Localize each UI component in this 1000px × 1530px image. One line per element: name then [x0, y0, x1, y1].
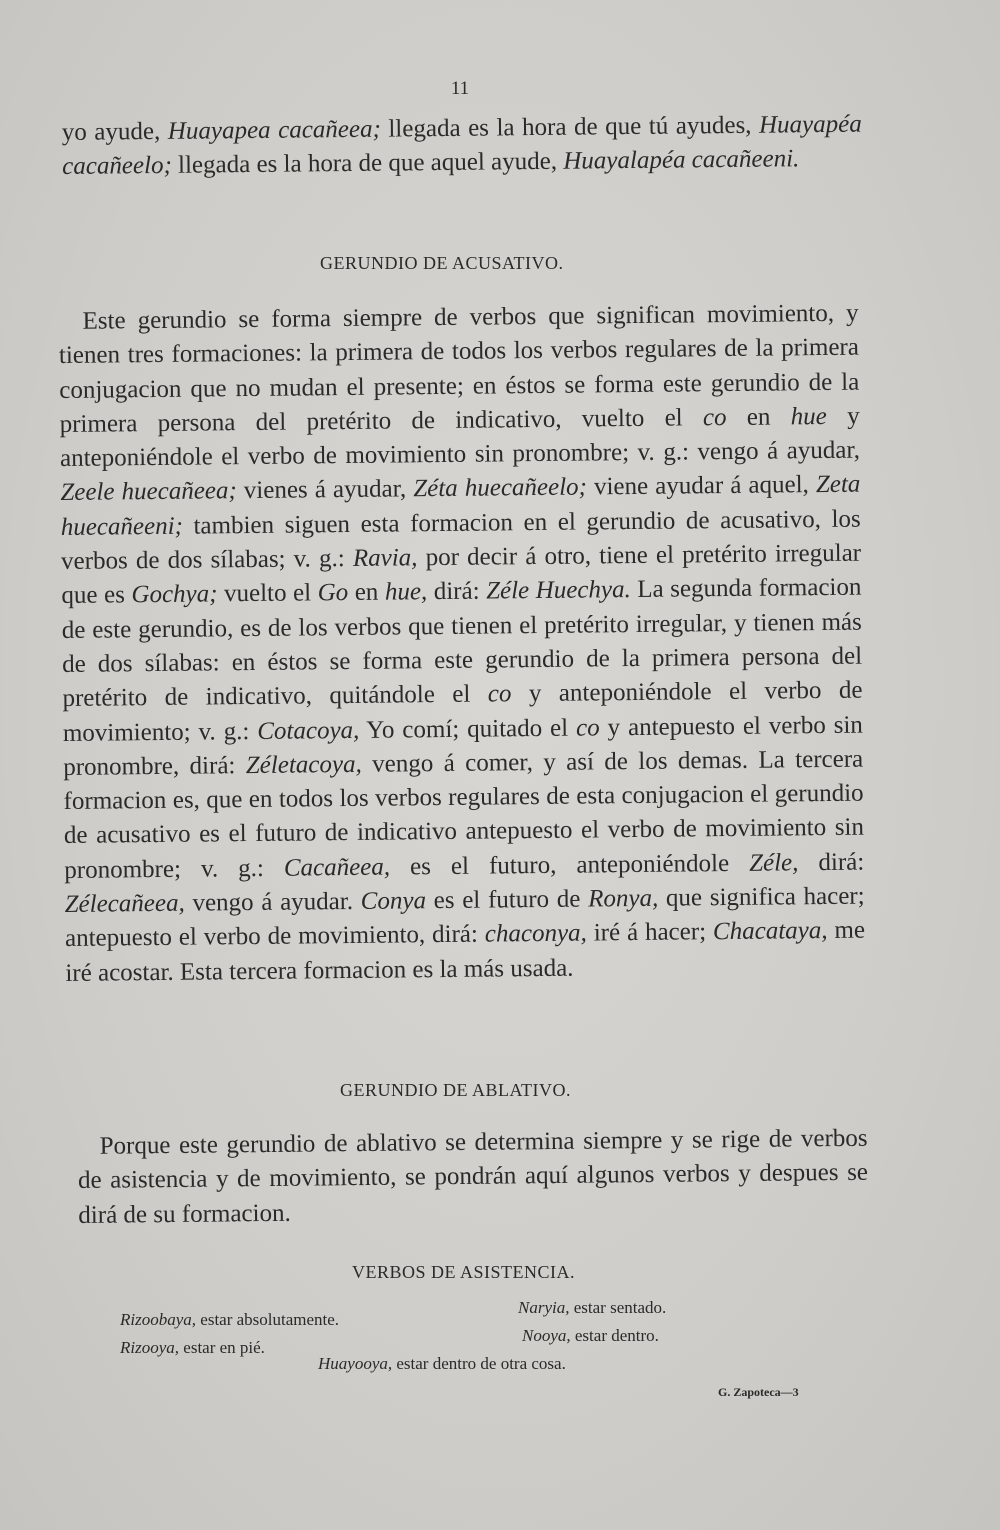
- text-run: Yo comí; quitado el: [359, 714, 577, 744]
- zapotec-term: Zélecañeea,: [64, 889, 185, 919]
- zapotec-term: hue,: [384, 578, 428, 606]
- text-run: vuelto el: [217, 579, 318, 608]
- zapotec-term: Ronya,: [587, 884, 659, 913]
- vocab-gloss: estar en pié.: [179, 1338, 265, 1357]
- vocab-entry: [318, 1354, 566, 1374]
- text-run: en: [726, 403, 791, 431]
- zapotec-term: co: [487, 680, 512, 708]
- zapotec-term: Cacañeea,: [283, 853, 391, 882]
- vocab-gloss: estar dentro de otra cosa.: [392, 1354, 566, 1373]
- zapotec-term: Gochya;: [131, 580, 218, 609]
- text-run: vengo á comer, y así de los demas. La tercera formacion es, que en todos los verbos regulares de esta conjugacion el gerundio de acusativo es el futuro de indicativo antepuesto el verbo de movimiento sin pronombre; v. g.:: [63, 745, 865, 884]
- text-run: por decir á otro, tiene el pretérito irregular que es: [61, 539, 862, 610]
- text-run: dirá:: [427, 577, 487, 606]
- paragraph-continuation: [62, 108, 863, 185]
- zapotec-term: Cotacoya,: [257, 716, 360, 745]
- text-run: Este gerundio se forma siempre de verbos que significan movimiento, y tienen tres formaciones: la primera de todos los verbos regulares de la primera conjugacion que no mudan el presente; en éstos se forma este gerundio de la primera persona del pretérito de indicativo, vuelto el: [58, 299, 860, 438]
- section-heading-ablativo: GERUNDIO DE ABLATIVO.: [340, 1080, 571, 1100]
- vocab-gloss: estar sentado.: [569, 1298, 667, 1317]
- vocab-term: Nooya,: [522, 1326, 571, 1345]
- text-run: yo ayude,: [61, 117, 168, 147]
- vocab-term: Rizoobaya,: [120, 1310, 197, 1329]
- text-run: vengo á ayudar.: [184, 887, 361, 917]
- text-run: y antepuesto el verbo sin pronombre, dirá:: [63, 711, 863, 781]
- text-run: llegada es la hora de que aquel ayude,: [171, 148, 564, 180]
- signature-mark: G. Zapoteca—3: [718, 1385, 799, 1399]
- paragraph-ablativo: Porque este gerundio de ablativo se determina siempre y se rige de verbos de asistencia y de movimiento, se pondrán aquí algunos verbos y despues se dirá de su formacion.: [77, 1124, 869, 1229]
- zapotec-term: Huayapéa cacañeelo;: [62, 110, 862, 181]
- zapotec-term: Zéle Huechya.: [485, 576, 631, 605]
- zapotec-term: co: [575, 713, 600, 742]
- text-run: tambien siguen esta formacion en el gerundio de acusativo, los verbos de dos sílabas; v. g.:: [60, 505, 861, 576]
- text-run: y anteponiéndole el verbo de movimiento; v. g.:: [62, 676, 863, 747]
- text-run: vienes á ayudar,: [236, 475, 414, 505]
- section-heading-asistencia: VERBOS DE ASISTENCIA.: [352, 1262, 576, 1282]
- paragraph-acusativo: [58, 297, 865, 991]
- vocab-gloss: estar absolutamente.: [196, 1310, 340, 1329]
- text-run: La segunda formacion de este gerundio, es de los verbos que tienen el pretérito irregular, y tienen más de dos sílabas: en éstos se forma este gerundio de la primera persona del pretérito de indicativo, quitándole el: [61, 574, 863, 713]
- text-run: en: [348, 578, 386, 607]
- text-run: que significa hacer; antepuesto el verbo de movimiento, dirá:: [64, 882, 865, 953]
- vocab-entry: [120, 1338, 265, 1358]
- text-run: es el futuro, anteponiéndole: [389, 849, 750, 881]
- text-run: llegada es la hora de que tú ayudes,: [380, 111, 760, 143]
- vocab-entry: [120, 1310, 339, 1330]
- text-run: y anteponiéndole el verbo de movimiento sin pronombre; v. g.: vengo á ayudar,: [59, 402, 861, 473]
- zapotec-term: Zeta huecañeeni;: [60, 471, 861, 541]
- text-run: dirá:: [798, 848, 865, 877]
- text-run: me iré acostar. Esta tercera formacion es la más usada.: [65, 916, 866, 987]
- zapotec-term: Ravia,: [352, 544, 418, 573]
- zapotec-term: Huayalapéa cacañeeni.: [563, 145, 800, 176]
- vocab-entry: [522, 1326, 659, 1346]
- text-run: viene ayudar á aquel,: [586, 471, 817, 501]
- page-number: 11: [450, 78, 470, 99]
- zapotec-term: Huayapea cacañeea;: [167, 115, 381, 145]
- text-run: iré á hacer;: [586, 918, 714, 947]
- text-run: es el futuro de: [425, 885, 589, 915]
- vocab-gloss: estar dentro.: [570, 1326, 659, 1345]
- section-heading-acusativo: GERUNDIO DE ACUSATIVO.: [320, 253, 564, 273]
- zapotec-term: Zéle,: [748, 849, 799, 877]
- zapotec-term: Zéta huecañeelo;: [413, 473, 588, 503]
- zapotec-term: Go: [317, 579, 349, 607]
- zapotec-term: chaconya,: [484, 919, 587, 948]
- zapotec-term: Zeele huecañeea;: [60, 477, 237, 507]
- vocab-term: Naryia,: [518, 1298, 570, 1317]
- zapotec-term: Chacataya,: [712, 917, 828, 946]
- zapotec-term: Zéletacoya,: [245, 750, 362, 779]
- zapotec-term: co: [702, 403, 727, 432]
- vocab-term: Huayooya,: [318, 1354, 393, 1373]
- zapotec-term: hue: [790, 402, 827, 431]
- vocab-entry: [518, 1298, 666, 1318]
- zapotec-term: Conya: [360, 887, 427, 915]
- vocab-term: Rizooya,: [120, 1338, 180, 1357]
